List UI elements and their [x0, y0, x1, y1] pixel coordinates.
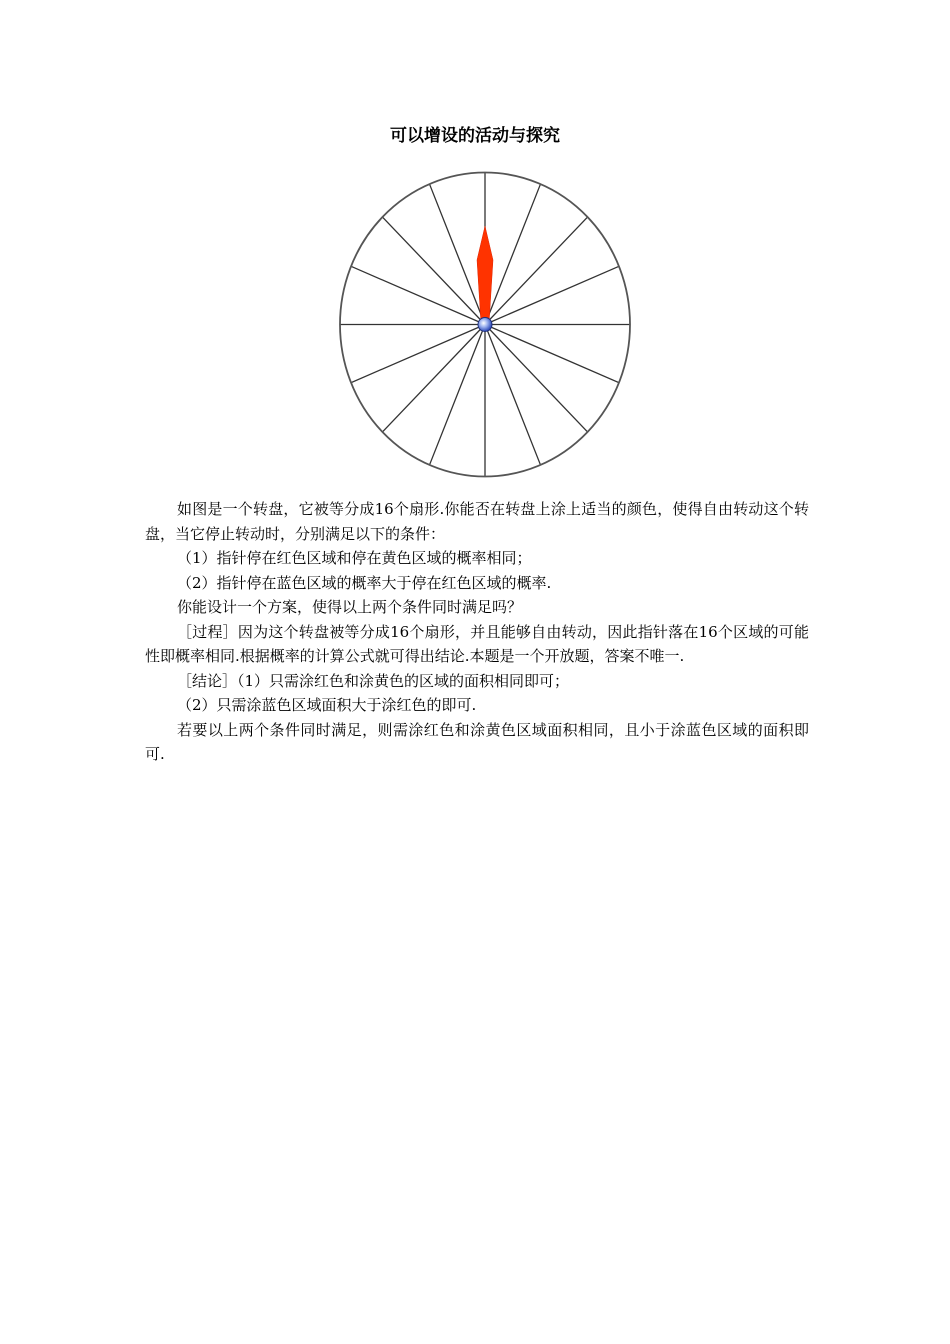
spinner-hub — [478, 318, 492, 332]
paragraph-conclusion-1: ［结论］（1）只需涂红色和涂黄色的区域的面积相同即可； — [177, 671, 570, 690]
paragraph-question: 你能设计一个方案，使得以上两个条件同时满足吗？ — [177, 598, 523, 616]
body-text — [145, 497, 809, 767]
spinner-divider-line — [485, 217, 588, 324]
paragraph-final: 若要以上两个条件同时满足，则需涂红色和涂黄色区域面积相同，且小于涂蓝色区域的面积即可. — [145, 720, 809, 763]
spinner-divider-line — [382, 325, 485, 432]
paragraph-process: ［过程］因为这个转盘被等分成16个扇形，并且能够自由转动，因此指针落在16个区域的可能性即概率相同.根据概率的计算公式就可得出结论.本题是一个开放题，答案不唯一. — [145, 622, 809, 665]
page-title: 可以增设的活动与探究 — [390, 126, 560, 146]
paragraph-conclusion-2: （2）只需涂蓝色区域面积大于涂红色的即可. — [177, 696, 477, 714]
paragraph-condition-2: （2）指针停在蓝色区域的概率大于停在红色区域的概率. — [177, 573, 552, 592]
spinner-divider-line — [382, 217, 485, 324]
paragraph-intro: 如图是一个转盘，它被等分成16个扇形.你能否在转盘上涂上适当的颜色，使得自由转动这个转盘，当它停止转动时，分别满足以下的条件： — [145, 500, 809, 543]
spinner-divider-line — [485, 325, 588, 432]
spinner-figure — [334, 168, 636, 482]
paragraph-condition-1: （1）指针停在红色区域和停在黄色区域的概率相同； — [177, 549, 532, 567]
